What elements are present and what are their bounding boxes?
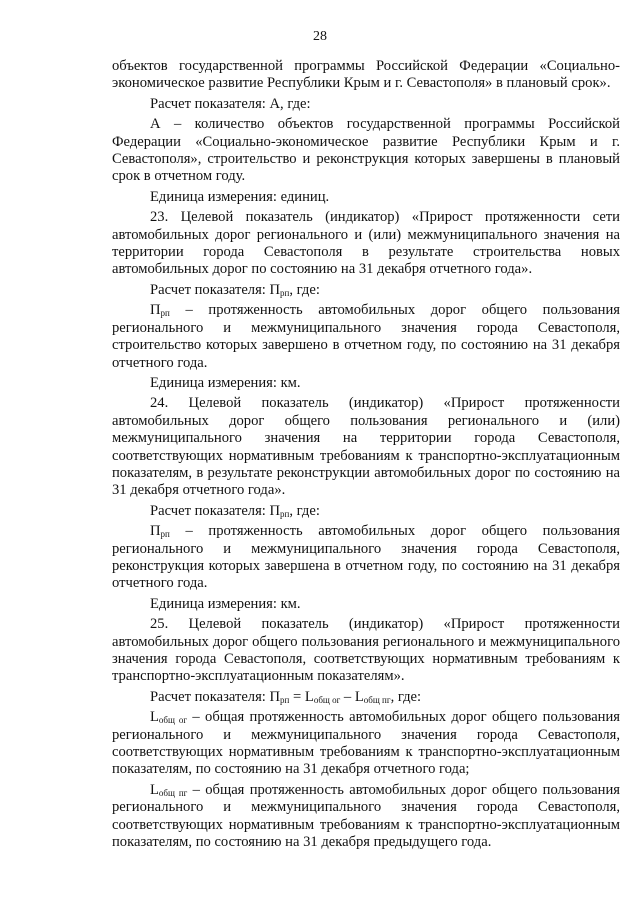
- paragraph: Единица измерения: км.: [150, 595, 301, 612]
- paragraph: 25. Целевой показатель (индикатор) «Прирост протяженности автомобильных дорог общего пользования регионального и межмуниципального значения города Севастополя, соответствующих нормативным требованиям к транспортно-эксплуатационным показателям».: [112, 616, 620, 685]
- paragraph: А – количество объектов государственной программы Российской Федерации «Социально-экономическое развитие Республики Крым и г. Севастополя», строительство и реконструкция которых завершены в плановый срок в отчетном году.: [112, 116, 620, 185]
- definition-paragraph: $П_{рп}$ – протяженность автомобильных дорог общего пользования регионального и межмуниципального значения города Севастополя, строительство которых завершено в отчетном году, по состоянию на 31 декабря отчетного года.: [112, 302, 620, 371]
- paragraph: Единица измерения: км.: [150, 374, 301, 391]
- paragraph: Расчет показателя: А, где:: [150, 95, 311, 112]
- paragraph: объектов государственной программы Российской Федерации «Социально-экономическое развитие Республики Крым и г. Севастополя» в плановый срок».: [112, 58, 620, 92]
- formula-paragraph: Расчет показателя: $П_{рп} = L_{общ ог} - L_{общ пг}$, где:: [150, 688, 422, 705]
- definition-paragraph: $L_{общ пг}$ – общая протяженность автомобильных дорог общего пользования регионального и межмуниципального значения города Севастополя, соответствующих нормативным требованиям к транспортно-эксплуатационным показателям, по состоянию на 31 декабря предыдущего года.: [112, 781, 620, 851]
- definition-paragraph: $L_{общ ог}$ – общая протяженность автомобильных дорог общего пользования регионального и межмуниципального значения города Севастополя, соответствующих нормативным требованиям к транспортно-эксплуатационным показателям, по состоянию на 31 декабря отчетного года;: [112, 709, 621, 778]
- paragraph: 23. Целевой показатель (индикатор) «Прирост протяженности сети автомобильных дорог регионального и (или) межмуниципального значения на территории города Севастополя в результате строительства новых автомобильных дорог по состоянию на 31 декабря отчетного года».: [112, 209, 620, 278]
- definition-paragraph: $П_{рп}$ – протяженность автомобильных дорог общего пользования регионального и межмуниципального значения города Севастополя, реконструкция которых завершена в отчетном году, по состоянию на 31 декабря отчетного года.: [112, 523, 620, 592]
- paragraph: 24. Целевой показатель (индикатор) «Прирост протяженности автомобильных дорог общего пользования регионального и (или) межмуниципального значения на территории города Севастополя, соответствующих нормативным требованиям к транспортно-эксплуатационным показателям, в результате реконструкции автомобильных дорог по состоянию на 31 декабря отчетного года».: [112, 395, 620, 499]
- page-number: 28: [313, 29, 327, 44]
- formula-paragraph: Расчет показателя: $П_{рп}$, где:: [150, 502, 320, 519]
- document-body: [112, 58, 620, 851]
- paragraph: Единица измерения: единиц.: [150, 188, 330, 205]
- formula-paragraph: Расчет показателя: $П_{рп}$, где:: [150, 281, 320, 298]
